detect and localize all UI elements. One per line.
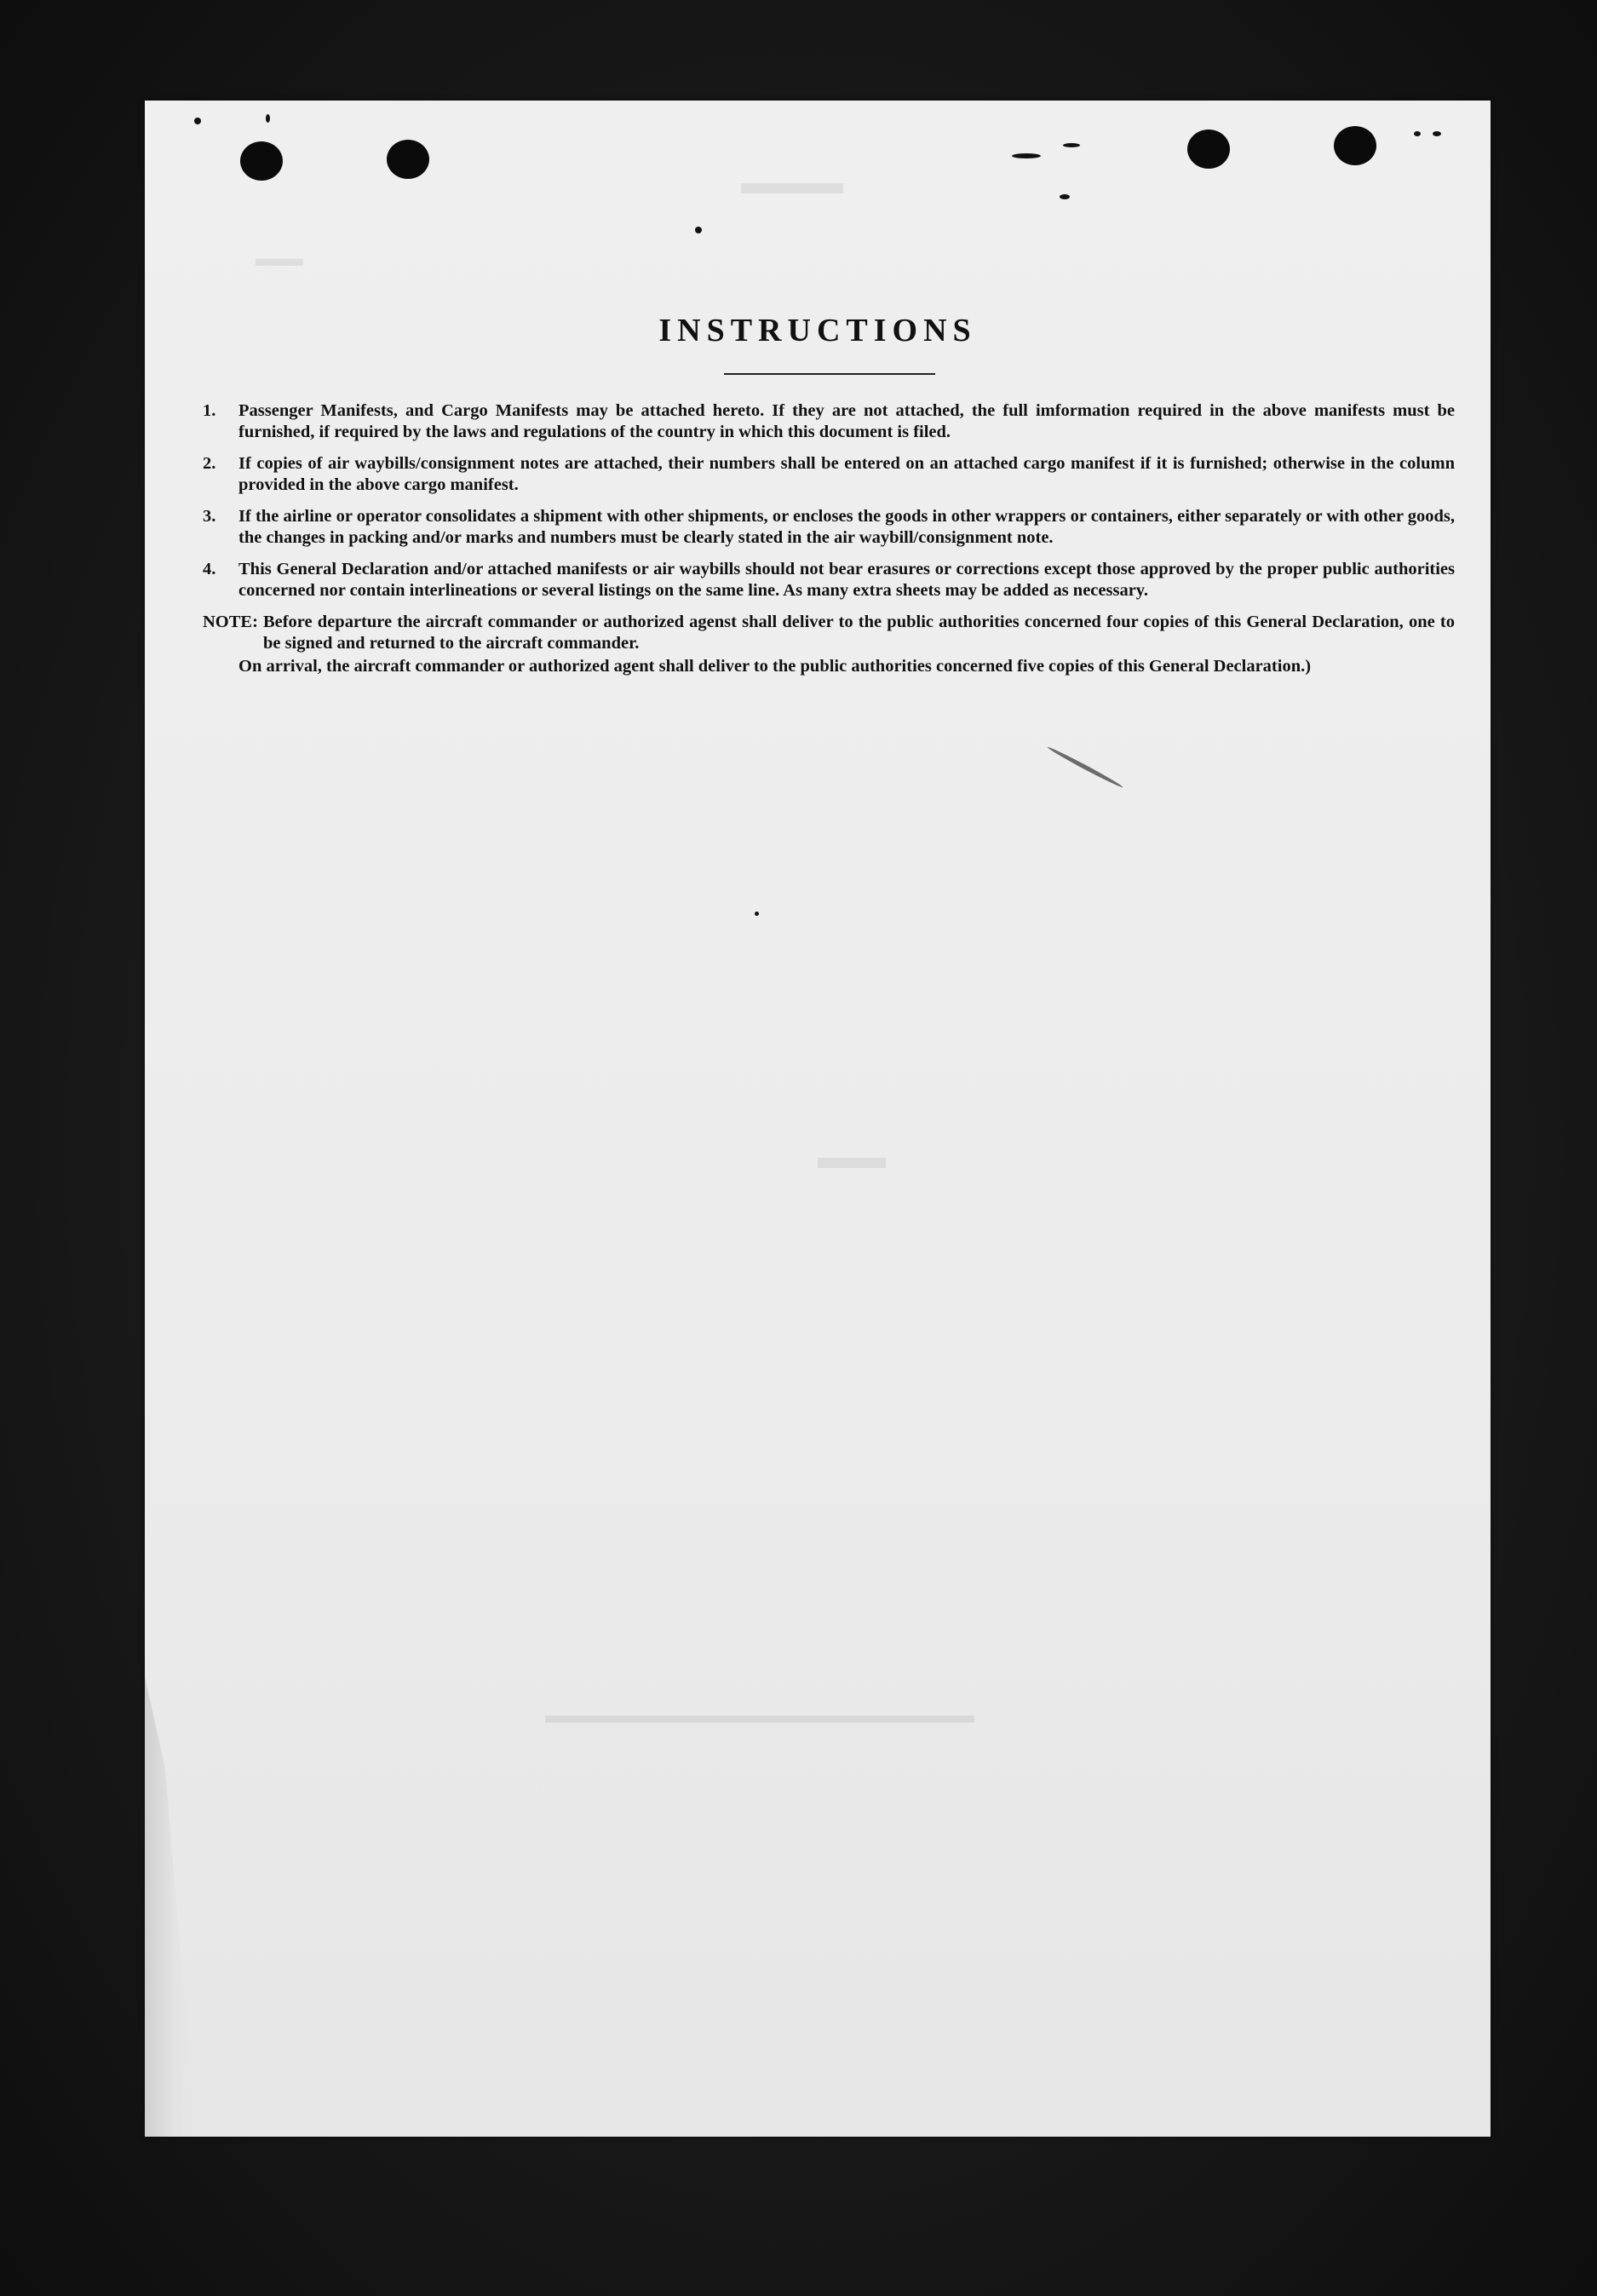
ink-speck [1047, 745, 1124, 789]
instructions-list [203, 400, 1455, 677]
note-departure [203, 612, 1455, 654]
ink-speck [1063, 143, 1080, 147]
ink-speck [266, 114, 270, 123]
page-curl [145, 1677, 196, 2137]
ink-speck [1060, 194, 1070, 199]
ink-speck [194, 118, 201, 124]
instruction-text: If copies of air waybills/consignment notes are attached, their numbers shall be entered on an attached cargo manifest if it is furnished; otherwise in the column provided in the above cargo manifest. [238, 454, 1455, 494]
title-underline [724, 373, 935, 375]
note-departure-text: Before departure the aircraft commander or authorized agenst shall deliver to the public authorities concerned four copies of this General Declaration, one to be signed and returned to the aircraft commander. [262, 613, 1455, 653]
punch-hole [240, 141, 283, 181]
instruction-text: This General Declaration and/or attached manifests or air waybills should not bear erasures or corrections except those approved by the proper public authorities concerned nor contain interlineations or several listings on the same line. As many extra sheets may be added as necessary. [238, 560, 1455, 600]
instruction-text: If the airline or operator consolidates a shipment with other shipments, or encloses the goods in other wrappers or containers, either separately or with other goods, the changes in packing and/or marks and numbers must be clearly stated in the air waybill/consignment note. [238, 507, 1455, 547]
ink-speck [1433, 131, 1441, 136]
punch-hole [1187, 129, 1230, 169]
punch-hole [387, 140, 429, 179]
note-label: NOTE: [203, 613, 258, 631]
ink-speck [1414, 131, 1421, 136]
note-arrival-text: On arrival, the aircraft commander or authorized agent shall deliver to the public authorities concerned five copies of this General Declaration.) [238, 657, 1312, 676]
punch-hole [1334, 126, 1376, 165]
instruction-item [203, 453, 1455, 496]
instruction-item [203, 506, 1455, 549]
instruction-number: 4. [203, 560, 216, 578]
instruction-number: 3. [203, 507, 216, 526]
bleed-through-mark: ▬▬▬▬▬▬▬▬▬▬▬▬▬▬▬▬▬▬ [545, 1702, 974, 1729]
instruction-text: Passenger Manifests, and Cargo Manifests may be attached hereto. If they are not attached, the full imformation required in the above manifests must be furnished, if required by the laws and regulations of the country in which this document is filed. [238, 401, 1455, 441]
bleed-through-mark: ▬▬▬ [741, 163, 843, 201]
instruction-item [203, 559, 1455, 601]
ink-speck [1012, 153, 1041, 158]
ink-speck [755, 912, 759, 916]
document-sheet [145, 101, 1491, 2137]
bleed-through-mark: ▬▬ [256, 245, 303, 272]
instruction-number: 2. [203, 454, 216, 473]
instruction-item [203, 400, 1455, 443]
bleed-through-mark: ▬▬ [818, 1137, 886, 1176]
ink-speck [695, 227, 702, 233]
page-title: INSTRUCTIONS [658, 313, 977, 348]
instruction-number: 1. [203, 401, 216, 420]
